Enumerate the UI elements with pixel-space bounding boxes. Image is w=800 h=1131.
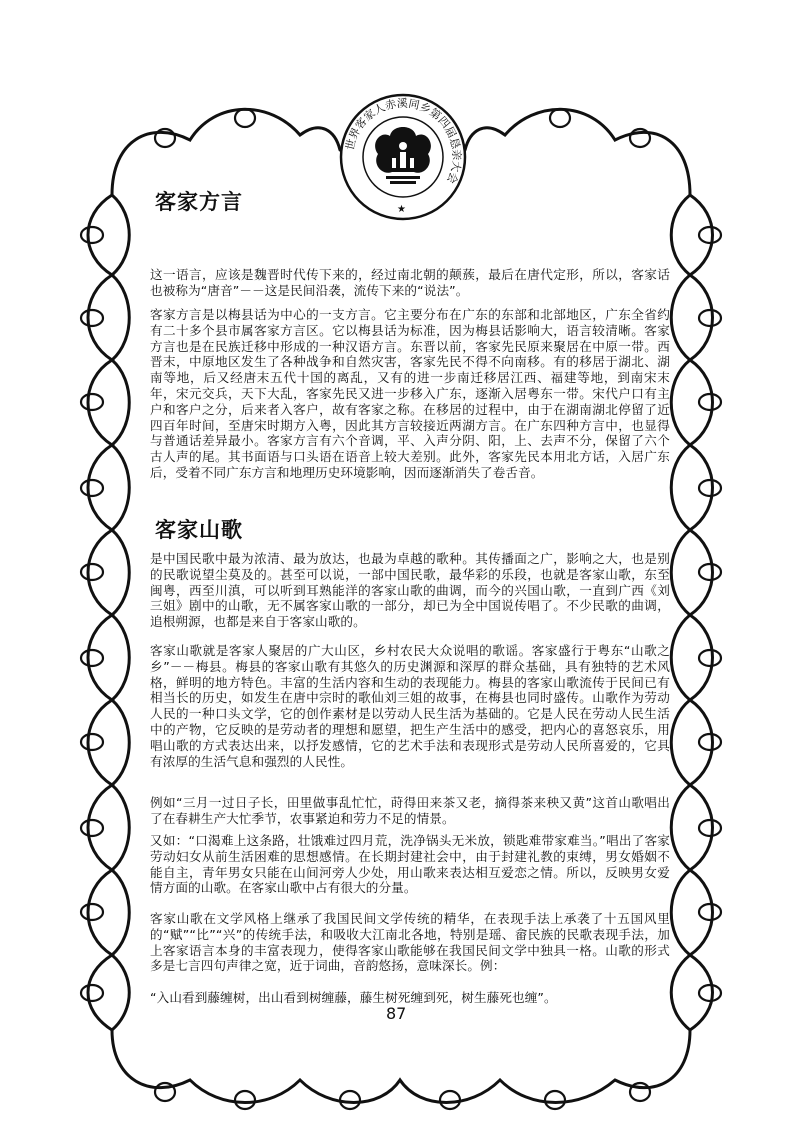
page-number: 87 [386, 1004, 407, 1023]
paragraph: 这一语言，应该是魏晋时代传下来的，经过南北朝的颠蔟，最后在唐代定形，所以，客家话也被称为“唐音”－－这是民间沿袭，流传下来的“说法”。 [150, 267, 670, 298]
paragraph: 客家山歌在文学风格上继承了我国民间文学传统的精华，在表现手法上承袭了十五国风里的“赋”“比”“兴”的传统手法，和吸收大江南北各地，特别是瑶、畲民族的民歌表现手法，加上客家语言本身的丰富表现力，使得客家山歌能够在我国民间文学中独具一格。山歌的形式多是七言四句声律之宽，近于词曲，音韵悠扬，意味深长。例： [150, 911, 670, 974]
section-title-hakka-dialect: 客家方言 [155, 190, 243, 214]
paragraph: 又如：“口渴难上这条路，壮饿难过四月荒，洗净锅头无米放，锁匙难带家难当。”唱出了客家劳动妇女从前生活困难的思想感情。在长期封建社会中，由于封建礼教的束缚，男女婚姻不能自主，青年男女只能在山间河旁人少处，用山歌来表达相互爱恋之情。所以，反映男女爱情方面的山歌。在客家山歌中占有很大的分量。 [150, 833, 670, 896]
seal-ring-text: 世界客家人赤溪同乡第四届恳亲大会 [343, 96, 464, 186]
hakka-emblem-icon [375, 127, 431, 184]
paragraph: 客家山歌就是客家人聚居的广大山区，乡村农民大众说唱的歌谣。客家盛行于粤东“山歌之乡”－－梅县。梅县的客家山歌有其悠久的历史渊源和深厚的群众基础，具有独特的艺术风格，鲜明的地方特色。丰富的生活内容和生动的表现能力。梅县的客家山歌流传于民间已有相当长的历史，如发生在唐中宗时的歌仙刘三姐的故事，在梅县也同时盛传。山歌作为劳动人民的一种口头文学，它的创作素材是以劳动人民生活为基础的。它是人民在劳动人民生活中的产物，它反映的是劳动者的理想和愿望，把生产生活中的感受，把内心的喜怒哀乐，用唱山歌的方式表达出来，以抒发感情，它的艺术手法和表现形式是劳动人民所喜爱的，它具有浓厚的生活气息和强烈的人民性。 [150, 643, 670, 769]
seal-star-icon: ★ [397, 204, 406, 215]
section-title-hakka-folk-songs: 客家山歌 [155, 518, 243, 542]
hakka-emblem-seal [338, 92, 468, 222]
paragraph: 是中国民歌中最为浓清、最为放达，也最为卓越的歌种。其传播面之广，影响之大，也是别的民歌说望尘莫及的。甚至可以说，一部中国民歌，最华彩的乐段，也就是客家山歌，东至闽粤，西至川滇，可以听到耳熟能洋的客家山歌的曲调，而今的兴国山歌，一直到广西《刘三姐》剧中的山歌，无不属客家山歌的一部分，却已为全中国说传唱了。不少民歌的曲调，追根朔源，也都是来自于客家山歌的。 [150, 551, 670, 630]
song-quote: “入山看到藤缠树，出山看到树缠藤，藤生树死缠到死，树生藤死也缠”。 [150, 990, 557, 1005]
paragraph: 例如“三月一过日子长，田里做事乱忙忙，莳得田来茶又老，摘得茶来秧又黄”这首山歌唱出了在春耕生产大忙季节，农事紧迫和劳力不足的情景。 [150, 795, 670, 826]
paragraph: 客家方言是以梅县话为中心的一支方言。它主要分布在广东的东部和北部地区，广东全省约有二十多个县市属客家方言区。它以梅县话为标准，因为梅县话影响大，语言较清晰。客家方言也是在民族迁移中形成的一种汉语方言。东晋以前，客家先民原来聚居在中原一带。西晋末，中原地区发生了各种战争和自然灾害，客家先民不得不向南移。有的移居于湖北、湖南等地，后又经唐末五代十国的离乱，又有的进一步南迁移居江西、福建等地，到南宋末年，宋元交兵，天下大乱，客家先民又进一步移入广东，逐渐入居粤东一带。宋代户口有主户和客户之分，后来者入客户，故有客家之称。在移居的过程中，由于在湖南湖北停留了近四百年时间，至唐宋时期方入粤，因此其方言较接近两湖方言。在广东四种方言中，也显得与普通话差异最小。客家方言有六个音调，平、入声分阴、阳，上、去声不分，保留了六个古人声的尾。其书面语与口头语在语音上较大差别。此外，客家先民本用北方话，入居广东后，受着不同广东方言和地理历史环境影响，因而逐渐消失了卷舌音。 [150, 307, 670, 480]
